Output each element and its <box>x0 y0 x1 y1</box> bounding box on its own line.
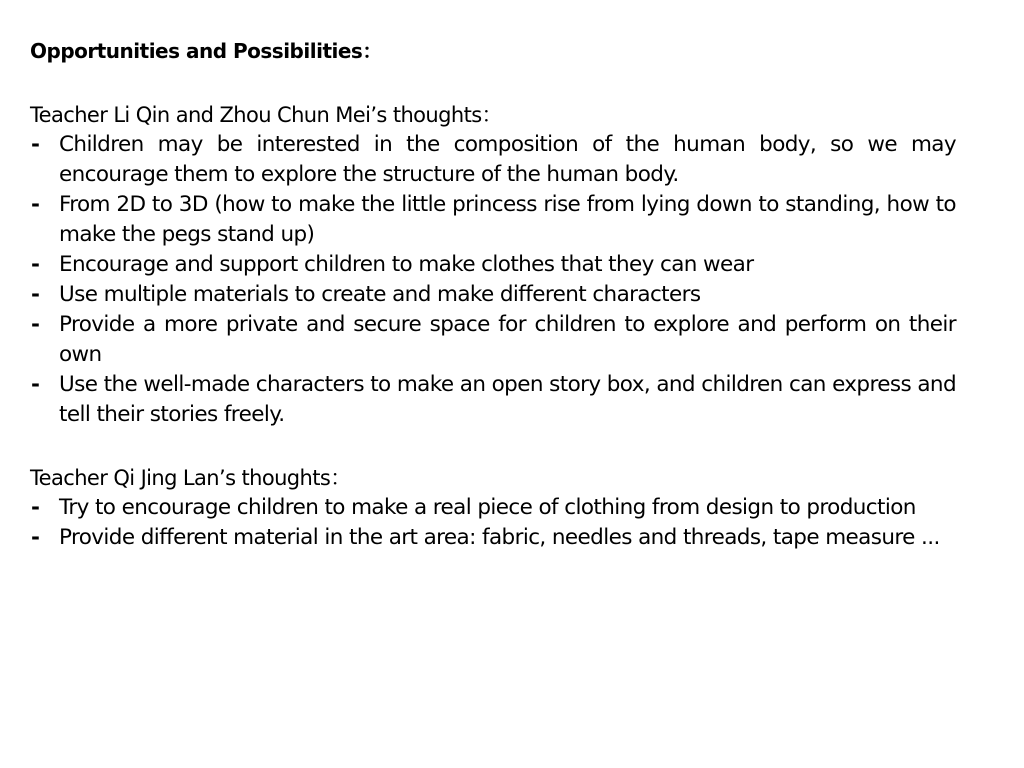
section-qi-jing-lan <box>30 463 956 553</box>
section-li-qin-zhou-chun-mei <box>30 100 956 430</box>
list-item-text: Encourage and support children to make clothes that they can wear <box>59 252 754 277</box>
list-item <box>30 310 956 370</box>
bullet-dash: - <box>31 282 40 307</box>
bullet-dash: - <box>31 525 40 550</box>
list-item-text: From 2D to 3D (how to make the little princess rise from lying down to standing, how to make the pegs stand up) <box>59 192 956 247</box>
list-item <box>30 190 956 250</box>
slide <box>30 36 956 553</box>
list-item <box>30 130 956 190</box>
list-item-text: Provide a more private and secure space for children to explore and perform on their own <box>59 312 956 367</box>
bullet-dash: - <box>31 312 40 337</box>
section-title: Teacher Qi Jing Lan’s thoughts： <box>30 466 351 490</box>
list-item-text: Use multiple materials to create and make different characters <box>59 282 701 307</box>
bullet-dash: - <box>31 132 40 157</box>
bullet-dash: - <box>31 495 40 520</box>
slide-heading: Opportunities and Possibilities： <box>30 39 382 63</box>
list-item-text: Children may be interested in the composition of the human body, so we may encourage them to explore the structure of the human body. <box>59 132 956 187</box>
list-item-text: Provide different material in the art area: fabric, needles and threads, tape measure ... <box>59 525 940 550</box>
bullet-list <box>30 130 956 430</box>
section-title: Teacher Li Qin and Zhou Chun Mei’s thoughts： <box>30 103 502 127</box>
bullet-dash: - <box>31 372 40 397</box>
list-item-text: Try to encourage children to make a real piece of clothing from design to production <box>59 495 916 520</box>
bullet-list <box>30 493 956 553</box>
list-item <box>30 493 956 523</box>
list-item <box>30 280 956 310</box>
list-item <box>30 370 956 430</box>
bullet-dash: - <box>31 252 40 277</box>
list-item <box>30 250 956 280</box>
bullet-dash: - <box>31 192 40 217</box>
list-item-text: Use the well-made characters to make an open story box, and children can express and tell their stories freely. <box>59 372 956 427</box>
list-item <box>30 523 956 553</box>
